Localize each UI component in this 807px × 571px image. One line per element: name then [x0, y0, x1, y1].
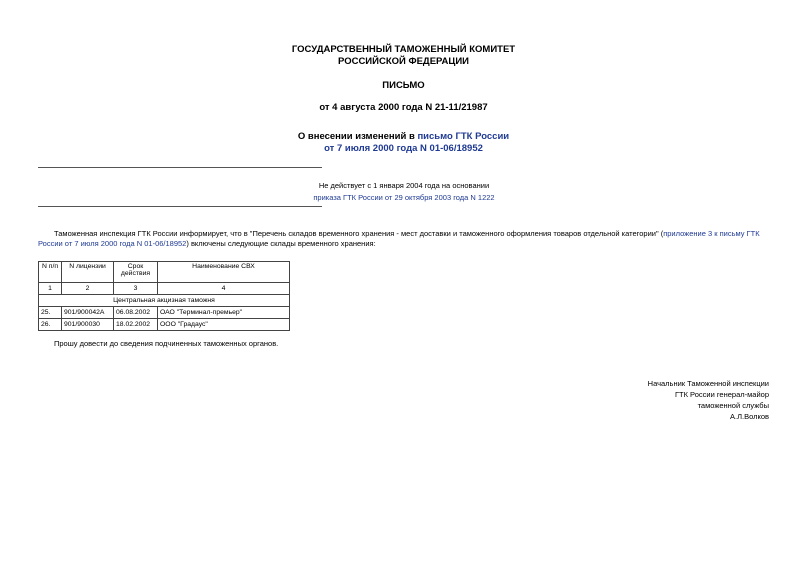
document-date: от 4 августа 2000 года N 21-11/21987 — [319, 102, 488, 113]
table-cell: 901/900030 — [62, 319, 114, 331]
subject-link-line-2[interactable]: от 7 июля 2000 года N 01-06/18952 — [324, 143, 483, 154]
table-cell: 18.02.2002 — [114, 319, 158, 331]
signature-name: А.Л.Волков — [730, 412, 769, 421]
subject-link-line-1[interactable]: письмо ГТК России — [417, 131, 510, 142]
divider-bottom — [38, 206, 322, 207]
intro-paragraph — [38, 229, 770, 249]
table-cell: 06.08.2002 — [114, 307, 158, 319]
table-cell: 901/900042А — [62, 307, 114, 319]
notice-link[interactable]: приказа ГТК России от 29 октября 2003 года N 1222 — [313, 193, 495, 202]
organization-title — [0, 44, 807, 68]
status-notice — [258, 180, 550, 204]
header-cell: N лицензии — [62, 262, 114, 283]
number-cell: 1 — [39, 283, 62, 295]
table-header-row — [39, 262, 290, 283]
number-cell: 3 — [114, 283, 158, 295]
intro-text-end: ) включены следующие склады временного хранения: — [186, 239, 376, 248]
table-row — [39, 307, 290, 319]
table-cell: ООО "Градаус" — [158, 319, 290, 331]
signature-line-3: таможенной службы — [697, 401, 769, 410]
intro-link[interactable]: приложение 3 к письму ГТК России от 7 июля 2000 года N 01-06/18952 — [38, 229, 760, 248]
signature-block — [560, 378, 769, 422]
header-cell: N п/п — [39, 262, 62, 283]
document-type: ПИСЬМО — [382, 80, 425, 91]
group-cell: Центральная акцизная таможня — [39, 295, 290, 307]
intro-text: Таможенная инспекция ГТК России информирует, что в "Перечень складов временного хранения - мест доставки и таможенного оформления товаров отдельной категории" ( — [54, 229, 664, 238]
divider-top — [38, 167, 322, 168]
header-cell: Срок действия — [114, 262, 158, 283]
table-group-row — [39, 295, 290, 307]
table-cell: 26. — [39, 319, 62, 331]
table-row — [39, 319, 290, 331]
notice-text: Не действует с 1 января 2004 года на основании — [318, 181, 490, 190]
subject-prefix: О внесении изменений в — [297, 131, 418, 142]
number-cell: 2 — [62, 283, 114, 295]
document-subject — [0, 131, 807, 155]
closing-paragraph: Прошу довести до сведения подчиненных таможенных органов. — [54, 339, 279, 348]
warehouse-table — [38, 261, 290, 331]
org-line-2: РОССИЙСКОЙ ФЕДЕРАЦИИ — [337, 56, 469, 67]
signature-line-2: ГТК России генерал-майор — [674, 390, 769, 399]
header-cell: Наименование СВХ — [158, 262, 290, 283]
table-cell: ОАО "Терминал-премьер" — [158, 307, 290, 319]
number-cell: 4 — [158, 283, 290, 295]
signature-line-1: Начальник Таможенной инспекции — [647, 379, 769, 388]
org-line-1: ГОСУДАРСТВЕННЫЙ ТАМОЖЕННЫЙ КОМИТЕТ — [291, 44, 516, 55]
table-cell: 25. — [39, 307, 62, 319]
table-number-row — [39, 283, 290, 295]
